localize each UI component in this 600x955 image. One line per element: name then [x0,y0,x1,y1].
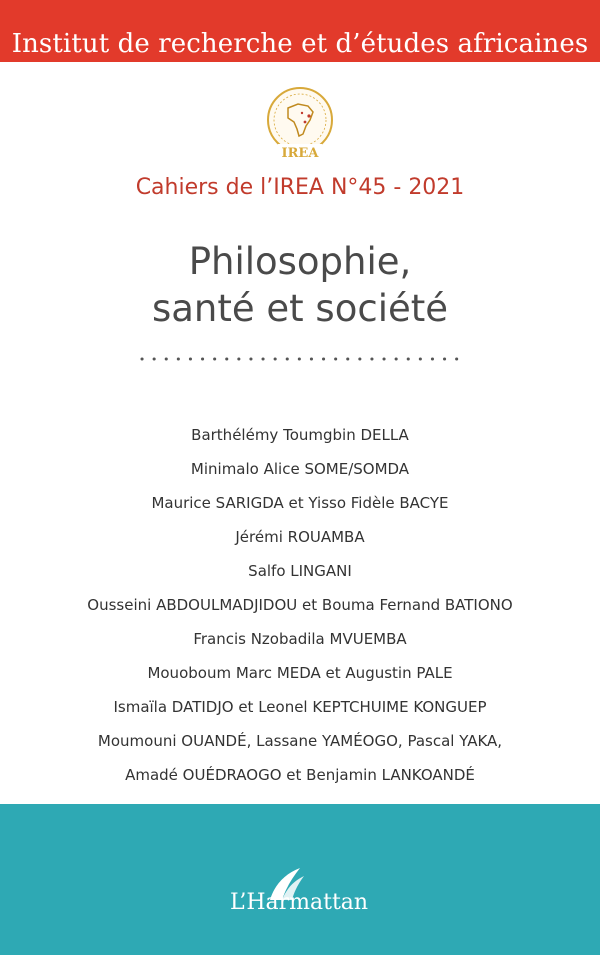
author-line: Barthélémy Toumgbin DELLA [191,426,409,444]
author-line: Maurice SARIGDA et Yisso Fidèle BACYE [151,494,449,512]
series-title: Cahiers de l’IREA N°45 - 2021 [135,175,465,200]
author-line: Ousseini ABDOULMADJIDOU et Bouma Fernand BATIONO [87,596,513,614]
logo-text: IREA [281,146,319,161]
irea-logo [258,86,342,162]
book-title [0,238,600,332]
author-line: Francis Nzobadila MVUEMBA [193,630,407,648]
author-line: Minimalo Alice SOME/SOMDA [190,460,410,478]
author-line: Jérémi ROUAMBA [235,528,365,546]
author-line: Mouoboum Marc MEDA et Augustin PALE [147,664,453,682]
title-line-2: santé et société [151,287,449,330]
author-line: Salfo LINGANI [248,562,352,580]
author-line: Moumouni OUANDÉ, Lassane YAMÉOGO, Pascal YAKA, [97,732,503,750]
author-list [0,418,600,786]
author-line: Ismaïla DATIDJO et Leonel KEPTCHUIME KONGUEP [113,698,487,716]
title-line-1: Philosophie, [188,240,412,283]
publisher-name: L’Harmattan [230,890,369,915]
institute-name: Institut de recherche et d’études africaines [11,29,589,59]
dotted-separator [140,352,460,366]
author-line: Amadé OUÉDRAOGO et Benjamin LANKOANDÉ [125,766,475,784]
